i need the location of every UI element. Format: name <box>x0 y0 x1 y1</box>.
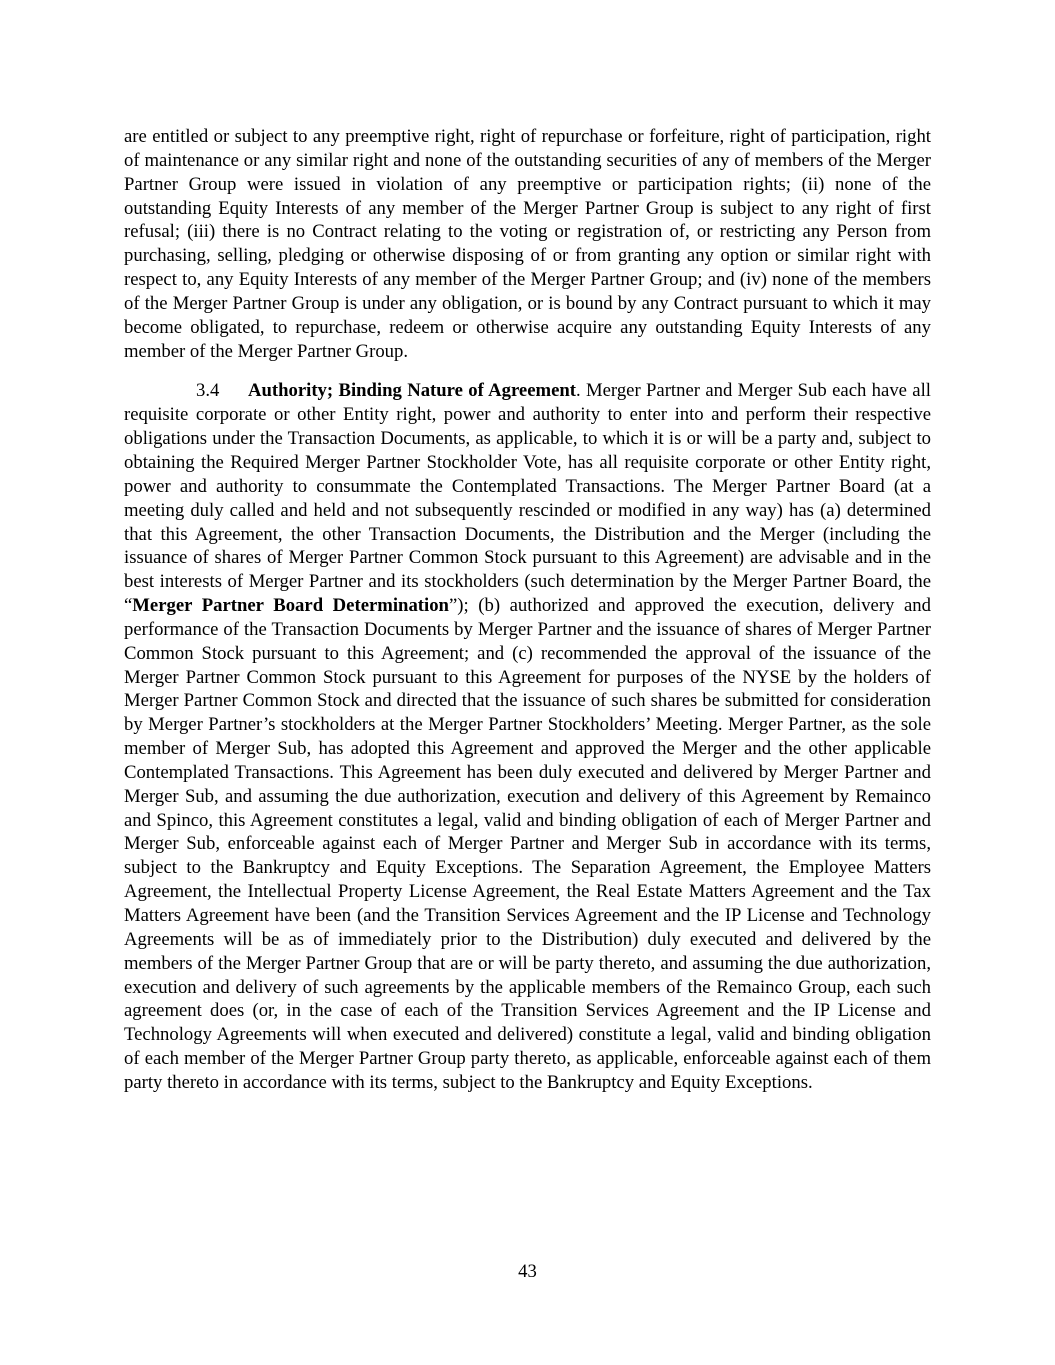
section-3-4-paragraph <box>124 379 931 1094</box>
paragraph-equity-interests-continued: are entitled or subject to any preemptive right, right of repurchase or forfeiture, right of participation, right of maintenance or any similar right and none of the outstanding securities of any of members of the Merger Partner Group were issued in violation of any preemptive or participation rights; (ii) none of the outstanding Equity Interests of any member of the Merger Partner Group is subject to any right of first refusal; (iii) there is no Contract relating to the voting or registration of, or restricting any Person from purchasing, selling, pledging or otherwise disposing of or from granting any option or similar right with respect to, any Equity Interests of any member of the Merger Partner Group; and (iv) none of the members of the Merger Partner Group is under any obligation, or is bound by any Contract pursuant to which it may become obligated, to repurchase, redeem or otherwise acquire any outstanding Equity Interests of any member of the Merger Partner Group. <box>124 126 931 362</box>
page-number: 43 <box>518 1261 537 1282</box>
defined-term: Merger Partner Board Determination <box>132 595 449 617</box>
section-heading: Authority; Binding Nature of Agreement <box>248 380 576 402</box>
section-body-part-2: ”); (b) authorized and approved the execution, delivery and performance of the Transaction Documents by Merger Partner and the issuance of shares of Merger Partner Common Stock pursuant to this Agreement; and (c) recommended the approval of the issuance of the Merger Partner Common Stock pursuant to this Agreement for purposes of the NYSE by the holders of Merger Partner Common Stock and directed that the issuance of such shares be submitted for consideration by Merger Partner’s stockholders at the Merger Partner Stockholders’ Meeting. Merger Partner, as the sole member of Merger Sub, has adopted this Agreement and approved the Merger and the other applicable Contemplated Transactions. This Agreement has been duly executed and delivered by Merger Partner and Merger Sub, and assuming the due authorization, execution and delivery of this Agreement by Remainco and Spinco, this Agreement constitutes a legal, valid and binding obligation of each of Merger Partner and Merger Sub, enforceable against each of Merger Partner and Merger Sub in accordance with its terms, subject to the Bankruptcy and Equity Exceptions. The Separation Agreement, the Employee Matters Agreement, the Intellectual Property License Agreement, the Real Estate Matters Agreement and the Tax Matters Agreement have been (and the Transition Services Agreement and the IP License and Technology Agreements will be as of immediately prior to the Distribution) duly executed and delivered by the members of the Merger Partner Group that are or will be party thereto, and assuming the due authorization, execution and delivery of such agreements by the applicable members of the Remainco Group, each such agreement does (or, in the case of each of the Transition Services Agreement and the IP License and Technology Agreements will when executed and delivered) constitute a legal, valid and binding obligation of each member of the Merger Partner Group party thereto, as applicable, enforceable against each of them party thereto in accordance with its terms, subject to the Bankruptcy and Equity Exceptions. <box>124 595 931 1093</box>
section-number: 3.4 <box>196 380 220 402</box>
document-page <box>124 125 931 1095</box>
section-body-part-1: . Merger Partner and Merger Sub each have all requisite corporate or other Entity right, power and authority to enter into and perform their respective obligations under the Transaction Documents, as applicable, to which it is or will be a party and, subject to obtaining the Required Merger Partner Stockholder Vote, has all requisite corporate or other Entity right, power and authority to consummate the Contemplated Transactions. The Merger Partner Board (at a meeting duly called and held and not subsequently rescinded or modified in any way) has (a) determined that this Agreement, the other Transaction Documents, the Distribution and the Merger (including the issuance of shares of Merger Partner Common Stock pursuant to this Agreement) are advisable and in the best interests of Merger Partner and its stockholders (such determination by the Merger Partner Board, the “ <box>124 380 931 617</box>
